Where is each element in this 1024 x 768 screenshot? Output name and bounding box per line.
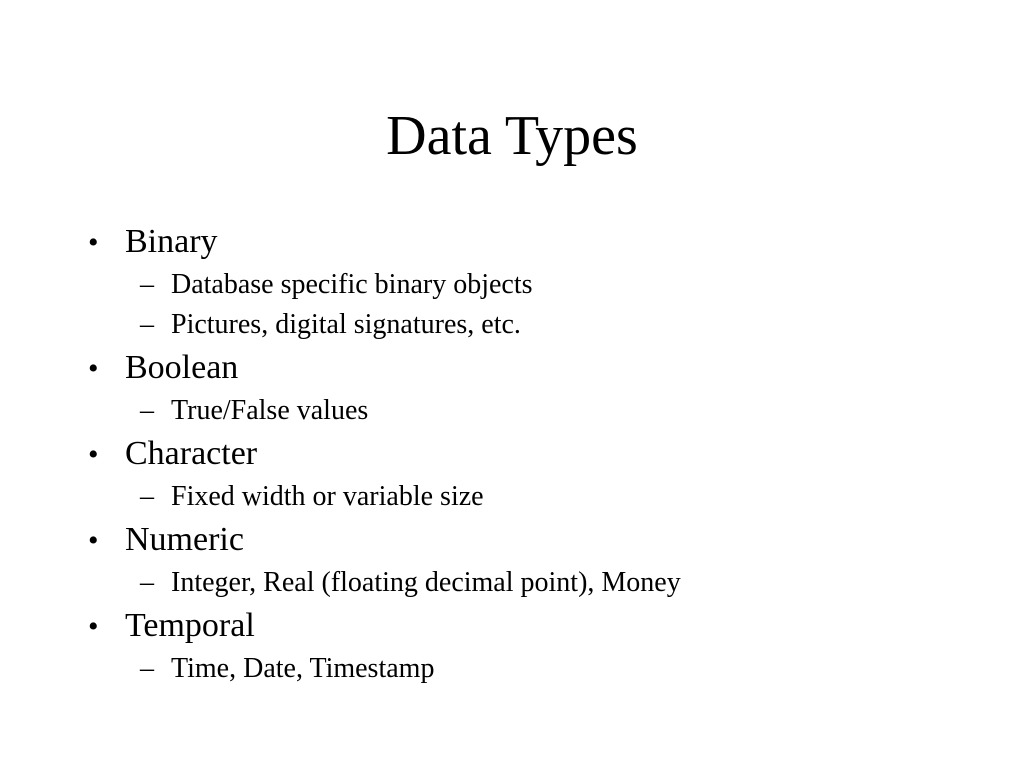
bullet-icon: • bbox=[88, 610, 99, 643]
list-item bbox=[88, 517, 988, 603]
sub-list-item-label: Integer, Real (floating decimal point), Money bbox=[171, 567, 681, 598]
bullet-icon: • bbox=[88, 438, 99, 471]
sub-list-item-label: Time, Date, Timestamp bbox=[171, 653, 435, 684]
list-item-label: Boolean bbox=[125, 349, 239, 386]
sub-list-item bbox=[88, 563, 988, 603]
list-item bbox=[88, 431, 988, 517]
sub-list-item-label: Database specific binary objects bbox=[171, 269, 533, 300]
list-item-label: Character bbox=[125, 435, 258, 472]
sub-list-item bbox=[88, 265, 988, 305]
bullet-icon: • bbox=[88, 524, 99, 557]
list-item-label: Binary bbox=[125, 223, 218, 260]
sub-list-item-label: True/False values bbox=[171, 395, 369, 426]
list-item bbox=[88, 345, 988, 431]
sub-list-item-label: Pictures, digital signatures, etc. bbox=[171, 309, 521, 340]
bullet-list bbox=[88, 219, 988, 689]
dash-icon: – bbox=[140, 395, 154, 426]
list-item bbox=[88, 219, 988, 345]
bullet-icon: • bbox=[88, 352, 99, 385]
dash-icon: – bbox=[140, 567, 154, 598]
list-item-label: Temporal bbox=[125, 607, 255, 644]
dash-icon: – bbox=[140, 481, 154, 512]
sub-list-item bbox=[88, 649, 988, 689]
slide-title: Data Types bbox=[386, 105, 638, 167]
sub-list-item-label: Fixed width or variable size bbox=[171, 481, 484, 512]
sub-list-item bbox=[88, 305, 988, 345]
list-item-label: Numeric bbox=[125, 521, 244, 558]
dash-icon: – bbox=[140, 309, 154, 340]
list-item bbox=[88, 603, 988, 689]
sub-list-item bbox=[88, 391, 988, 431]
bullet-icon: • bbox=[88, 226, 99, 259]
sub-list-item bbox=[88, 477, 988, 517]
dash-icon: – bbox=[140, 269, 154, 300]
dash-icon: – bbox=[140, 653, 154, 684]
